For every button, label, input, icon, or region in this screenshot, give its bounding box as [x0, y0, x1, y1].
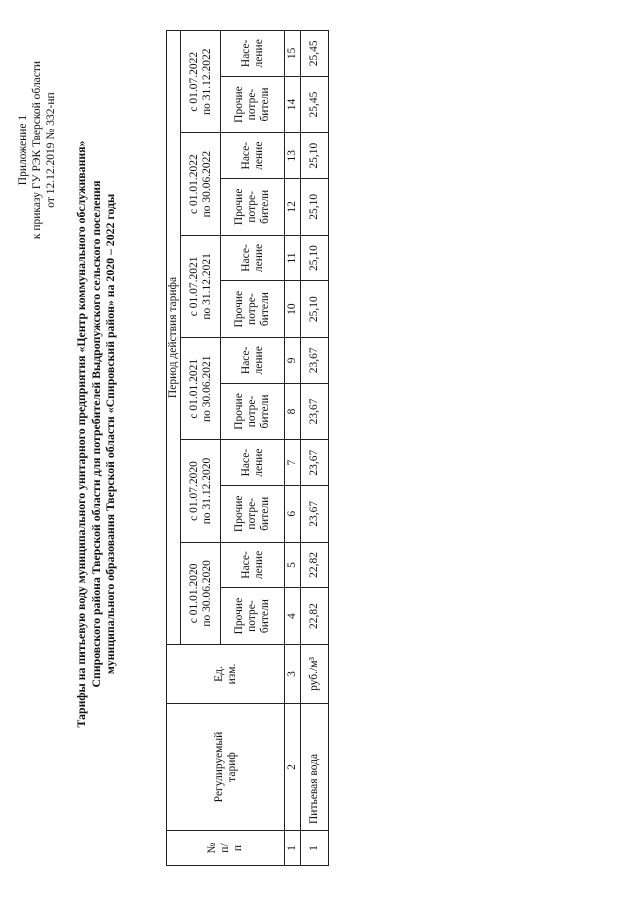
column-number: 14: [285, 76, 301, 133]
tariff-value: 23,67: [301, 338, 329, 383]
column-number: 4: [285, 588, 301, 645]
column-number-row: [285, 31, 301, 866]
sub-other: Прочие потре- бители: [221, 76, 285, 133]
period-4: с 01.07.2021 по 31.12.2021: [181, 235, 221, 337]
period-1: с 01.01.2020 по 30.06.2020: [181, 542, 221, 644]
sub-population: Насе- ление: [221, 133, 285, 178]
tariff-value: 25,10: [301, 235, 329, 280]
title-line-2: Спировского района Тверской области для потребителей Выдропужского сельского поселения: [88, 180, 103, 688]
tariff-value: 23,67: [301, 485, 329, 542]
tariff-value: 25,10: [301, 281, 329, 338]
period-2: с 01.07.2020 по 31.12.2020: [181, 440, 221, 542]
sub-population: Насе- ление: [221, 31, 285, 77]
tariff-value: 23,67: [301, 440, 329, 485]
column-number: 10: [285, 281, 301, 338]
tariff-table: [166, 30, 329, 866]
sub-population: Насе- ление: [221, 440, 285, 485]
table-row: [301, 31, 329, 866]
tariff-value: 25,10: [301, 178, 329, 235]
column-number: 7: [285, 440, 301, 485]
sub-population: Насе- ление: [221, 338, 285, 383]
column-number: 5: [285, 542, 301, 587]
period-5: с 01.01.2022 по 30.06.2022: [181, 133, 221, 235]
period-3: с 01.01.2021 по 30.06.2021: [181, 338, 221, 440]
sub-other: Прочие потре- бители: [221, 588, 285, 645]
sub-other: Прочие потре- бители: [221, 281, 285, 338]
appendix-line-1: Приложение 1: [17, 114, 29, 186]
title-line-1: Тарифы на питьевую воду муниципального унитарного предприятия «Центр коммунального обслуживания»: [74, 140, 88, 728]
column-number: 3: [285, 645, 301, 704]
tariff-value: 22,82: [301, 588, 329, 645]
tariff-value: 23,67: [301, 383, 329, 440]
column-number: 12: [285, 178, 301, 235]
column-number: 15: [285, 31, 301, 77]
sub-other: Прочие потре- бители: [221, 485, 285, 542]
column-number: 8: [285, 383, 301, 440]
column-number: 2: [285, 704, 301, 831]
sub-other: Прочие потре- бители: [221, 383, 285, 440]
header-unit: Ед. изм.: [167, 645, 285, 704]
document-title: [74, 54, 118, 814]
column-number: 6: [285, 485, 301, 542]
column-number: 9: [285, 338, 301, 383]
tariff-value: 25,45: [301, 31, 329, 77]
title-line-3: муниципального образования Тверской области «Спировский район» на 2020 – 2022 годы: [103, 193, 117, 675]
column-number: 1: [285, 831, 301, 866]
tariff-value: 25,10: [301, 133, 329, 178]
row-tariff-name: Питьевая вода: [301, 704, 329, 831]
period-6: с 01.07.2022 по 31.12.2022: [181, 31, 221, 133]
row-unit: руб./м³: [301, 645, 329, 704]
header-period: Период действия тарифа: [167, 31, 181, 645]
appendix-note: [16, 30, 58, 270]
header-tariff: Регулируемый тариф: [167, 704, 285, 831]
tariff-value: 25,45: [301, 76, 329, 133]
appendix-line-3: от 12.12.2019 № 332-нп: [45, 92, 57, 208]
row-number: 1: [301, 831, 329, 866]
tariff-value: 22,82: [301, 542, 329, 587]
appendix-line-2: к приказу ГУ РЭК Тверской области: [31, 60, 43, 240]
column-number: 13: [285, 133, 301, 178]
sub-other: Прочие потре- бители: [221, 178, 285, 235]
sub-population: Насе- ление: [221, 542, 285, 587]
header-number: № п/ п: [167, 831, 285, 866]
column-number: 11: [285, 235, 301, 280]
sub-population: Насе- ление: [221, 235, 285, 280]
